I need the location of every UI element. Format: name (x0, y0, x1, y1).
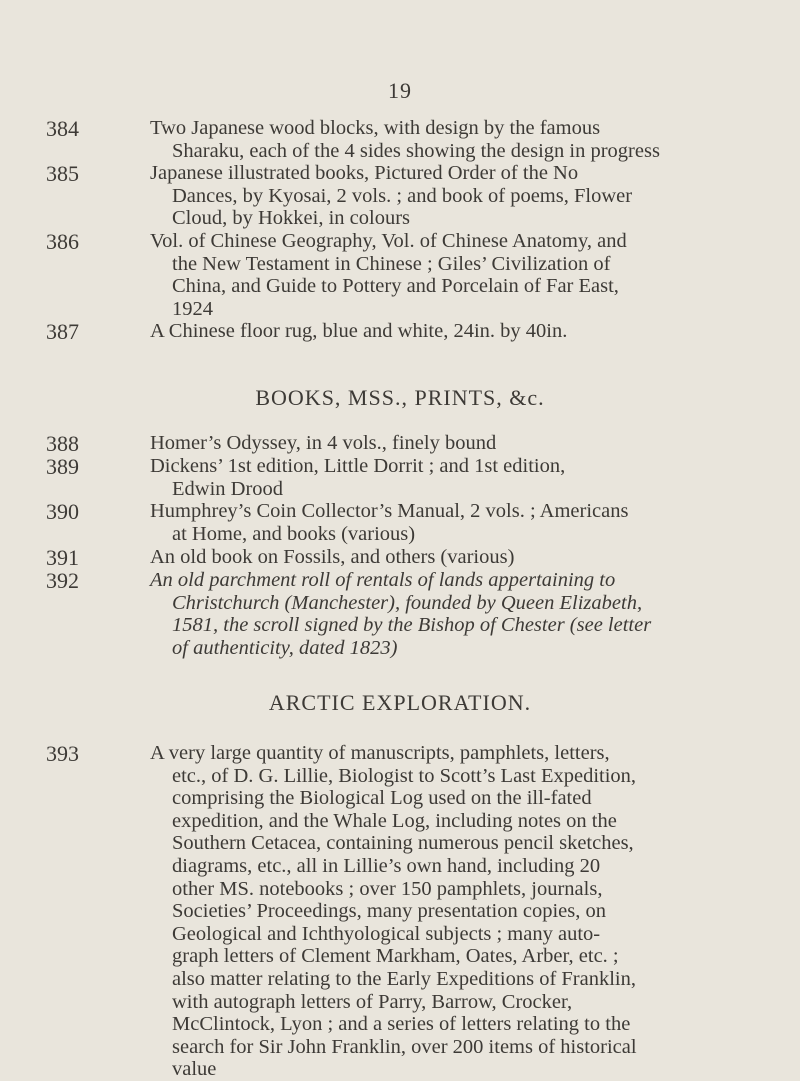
lot-description (150, 742, 760, 1081)
lot-line: value (172, 1058, 217, 1081)
lot-line: search for Sir John Franklin, over 200 items of historical (172, 1035, 637, 1058)
lot-line: China, and Guide to Pottery and Porcelain of Far East, (172, 275, 619, 298)
lot-line: expedition, and the Whale Log, including notes on the (172, 809, 617, 832)
lot-line: diagrams, etc., all in Lillie’s own hand, including 20 (172, 854, 601, 877)
lot-line: of authenticity, dated 1823) (172, 636, 398, 659)
lot-description (150, 162, 760, 230)
section-heading-arctic: ARCTIC EXPLORATION. (268, 690, 532, 715)
lot-line: Homer’s Odyssey, in 4 vols., finely bound (150, 432, 497, 454)
lot-line: Societies’ Proceedings, many presentation copies, on (172, 900, 606, 923)
lot-number: 392 (46, 568, 79, 593)
lot-number: 387 (46, 319, 79, 344)
lot-number: 388 (46, 431, 79, 456)
section-heading-books: BOOKS, MSS., PRINTS, &c. (255, 385, 545, 410)
lot-line: Cloud, by Hokkei, in colours (172, 207, 411, 230)
lot-line: also matter relating to the Early Expeditions of Franklin, (172, 967, 636, 990)
lot-description (150, 500, 760, 545)
lot-description (150, 117, 760, 162)
lot-line: 1581, the scroll signed by the Bishop of Chester (see letter (172, 614, 652, 637)
lot-line: Japanese illustrated books, Pictured Order of the No (150, 162, 579, 184)
lot-number: 385 (46, 161, 79, 186)
lot-line: Vol. of Chinese Geography, Vol. of Chinese Anatomy, and (150, 230, 627, 252)
lot-number: 391 (46, 545, 79, 570)
lot-description (150, 455, 760, 500)
lot-line: with autograph letters of Parry, Barrow, Crocker, (172, 990, 573, 1013)
lot-line: Christchurch (Manchester), founded by Queen Elizabeth, (172, 591, 643, 614)
lot-line: graph letters of Clement Markham, Oates, Arber, etc. ; (172, 945, 619, 968)
lot-line: Southern Cetacea, containing numerous pencil sketches, (172, 832, 634, 855)
lot-line: Two Japanese wood blocks, with design by the famous (150, 117, 601, 139)
lot-line: An old book on Fossils, and others (various) (150, 546, 515, 568)
lot-number: 393 (46, 741, 79, 766)
lot-description (150, 230, 760, 320)
lot-line: etc., of D. G. Lillie, Biologist to Scott’s Last Expedition, (172, 764, 637, 787)
lot-description (150, 546, 760, 569)
lot-number: 386 (46, 229, 79, 254)
lot-line: 1924 (172, 297, 213, 320)
lot-number: 389 (46, 454, 79, 479)
lot-line: Dickens’ 1st edition, Little Dorrit ; and 1st edition, (150, 455, 566, 477)
lot-line: Edwin Drood (172, 477, 284, 500)
lot-line: at Home, and books (various) (172, 522, 416, 545)
lot-line: McClintock, Lyon ; and a series of letters relating to the (172, 1013, 631, 1036)
lot-line: comprising the Biological Log used on the ill-fated (172, 787, 592, 810)
lot-line: A Chinese floor rug, blue and white, 24in. by 40in. (150, 320, 568, 342)
lot-description (150, 320, 760, 343)
lot-number: 390 (46, 499, 79, 524)
lot-line: An old parchment roll of rentals of lands appertaining to (150, 569, 616, 591)
lot-line: the New Testament in Chinese ; Giles’ Civilization of (172, 252, 611, 275)
lot-line: other MS. notebooks ; over 150 pamphlets, journals, (172, 877, 603, 900)
page-number: 19 (388, 78, 412, 103)
lot-number: 384 (46, 116, 79, 141)
lot-line: A very large quantity of manuscripts, pamphlets, letters, (150, 742, 610, 764)
lot-line: Geological and Ichthyological subjects ; many auto- (172, 922, 601, 945)
lot-description (150, 569, 760, 659)
lot-line: Sharaku, each of the 4 sides showing the design in progress (172, 139, 660, 162)
lot-line: Dances, by Kyosai, 2 vols. ; and book of poems, Flower (172, 184, 633, 207)
lot-description (150, 432, 760, 455)
lot-line: Humphrey’s Coin Collector’s Manual, 2 vols. ; Americans (150, 500, 629, 522)
